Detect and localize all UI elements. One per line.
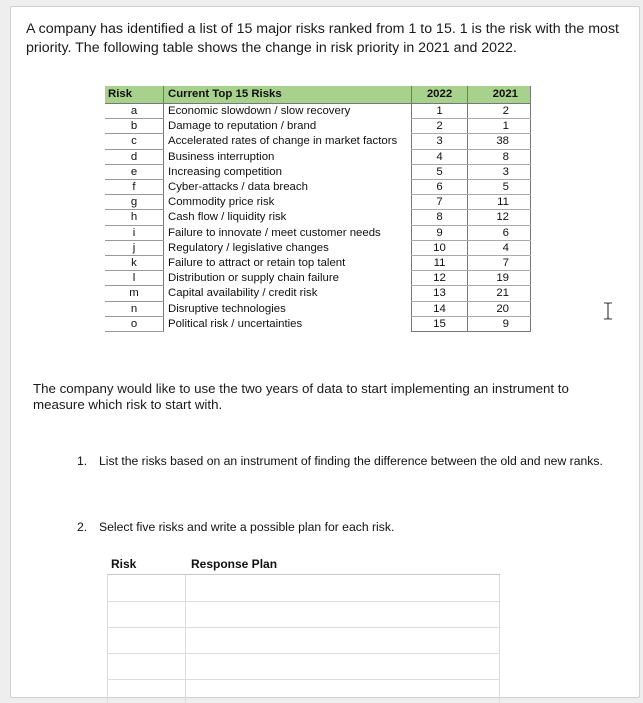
rank-2021: 8 — [468, 149, 531, 164]
response-header-plan: Response Plan — [191, 557, 278, 571]
header-2022: 2022 — [412, 86, 468, 104]
risk-name: Business interruption — [168, 150, 275, 163]
response-plan-table — [107, 552, 500, 702]
risk-name: Damage to reputation / brand — [168, 120, 317, 133]
header-2021: 2021 — [468, 86, 531, 104]
table-row — [105, 210, 531, 225]
rank-2021: 5 — [468, 180, 531, 195]
risk-name: Cyber-attacks / data breach — [168, 181, 308, 194]
risk-id: l — [105, 271, 164, 286]
risk-id: g — [105, 195, 164, 210]
table-row — [105, 134, 531, 149]
table-row — [105, 149, 531, 164]
header-risk: Risk — [105, 86, 164, 104]
risk-id: b — [105, 119, 164, 134]
rank-2021: 11 — [468, 195, 531, 210]
risk-name: Distribution or supply chain failure — [168, 272, 339, 285]
table-row — [105, 240, 531, 255]
risk-name: Commodity price risk — [168, 196, 275, 209]
rank-2022: 7 — [412, 195, 468, 210]
rank-2022: 4 — [412, 149, 468, 164]
risk-id: o — [105, 316, 164, 331]
rank-2022: 6 — [412, 180, 468, 195]
question-2 — [77, 520, 394, 535]
response-header-risk: Risk — [111, 557, 137, 571]
rank-2021: 3 — [468, 164, 531, 179]
risk-id: h — [105, 210, 164, 225]
risk-name: Cash flow / liquidity risk — [168, 211, 287, 224]
risk-id: k — [105, 256, 164, 271]
risk-name: Failure to attract or retain top talent — [168, 257, 346, 270]
table-row — [105, 316, 531, 331]
table-row — [105, 225, 531, 240]
risk-id: i — [105, 225, 164, 240]
grid-line — [107, 575, 108, 703]
rank-2022: 12 — [412, 271, 468, 286]
risk-id: e — [105, 164, 164, 179]
rank-2022: 13 — [412, 286, 468, 301]
header-current-top-15: Current Top 15 Risks — [164, 86, 412, 104]
rank-2022: 8 — [412, 210, 468, 225]
table-row — [105, 195, 531, 210]
rank-2021: 1 — [468, 119, 531, 134]
rank-2021: 9 — [468, 316, 531, 331]
question-1-number: 1. — [77, 454, 88, 468]
grid-line — [107, 679, 500, 680]
rank-2022: 11 — [412, 256, 468, 271]
table-row — [105, 104, 531, 119]
table-row — [105, 119, 531, 134]
rank-2021: 21 — [468, 286, 531, 301]
risk-id: c — [105, 134, 164, 149]
risk-id: a — [105, 104, 164, 119]
rank-2022: 10 — [412, 240, 468, 255]
risk-name: Failure to innovate / meet customer needs — [168, 226, 381, 239]
grid-line — [107, 601, 500, 602]
question-1-text: List the risks based on an instrument of finding the difference between the old and new ranks. — [99, 454, 603, 468]
rank-2021: 19 — [468, 271, 531, 286]
rank-2022: 15 — [412, 316, 468, 331]
question-2-text: Select five risks and write a possible plan for each risk. — [99, 520, 395, 534]
text-cursor-icon — [603, 302, 613, 320]
table-row — [105, 180, 531, 195]
rank-2021: 20 — [468, 301, 531, 316]
grid-line — [107, 653, 500, 654]
rank-2021: 12 — [468, 210, 531, 225]
grid-line — [499, 575, 500, 703]
table-row — [105, 164, 531, 179]
risk-name: Increasing competition — [168, 165, 282, 178]
intro-paragraph: A company has identified a list of 15 major risks ranked from 1 to 15. 1 is the risk with the most priority. The following table shows the change in risk priority in 2021 and 2022. — [26, 21, 619, 56]
risk-table-header-row — [105, 86, 531, 104]
rank-2021: 38 — [468, 134, 531, 149]
table-row — [105, 256, 531, 271]
grid-line — [107, 627, 500, 628]
document-page — [10, 6, 640, 698]
section-paragraph: The company would like to use the two years of data to start implementing an instrument to measure which risk to start with. — [33, 381, 569, 412]
risk-id: f — [105, 180, 164, 195]
rank-2021: 2 — [468, 104, 531, 119]
rank-2021: 7 — [468, 256, 531, 271]
question-1 — [77, 454, 603, 469]
risk-id: j — [105, 240, 164, 255]
risk-name: Capital availability / credit risk — [168, 287, 318, 300]
grid-line — [185, 575, 186, 703]
table-row — [105, 286, 531, 301]
question-2-number: 2. — [77, 520, 88, 534]
rank-2022: 14 — [412, 301, 468, 316]
rank-2022: 3 — [412, 134, 468, 149]
risk-name: Disruptive technologies — [168, 302, 286, 315]
rank-2022: 1 — [412, 104, 468, 119]
risk-table — [105, 86, 531, 332]
risk-name: Regulatory / legislative changes — [168, 241, 329, 254]
rank-2022: 5 — [412, 164, 468, 179]
risk-id: d — [105, 149, 164, 164]
rank-2021: 6 — [468, 225, 531, 240]
table-row — [105, 271, 531, 286]
rank-2022: 2 — [412, 119, 468, 134]
rank-2021: 4 — [468, 240, 531, 255]
table-row — [105, 301, 531, 316]
risk-name: Economic slowdown / slow recovery — [168, 105, 351, 118]
risk-name: Accelerated rates of change in market factors — [168, 135, 398, 148]
risk-id: n — [105, 301, 164, 316]
response-grid — [107, 574, 500, 703]
risk-id: m — [105, 286, 164, 301]
risk-name: Political risk / uncertainties — [168, 317, 303, 330]
rank-2022: 9 — [412, 225, 468, 240]
